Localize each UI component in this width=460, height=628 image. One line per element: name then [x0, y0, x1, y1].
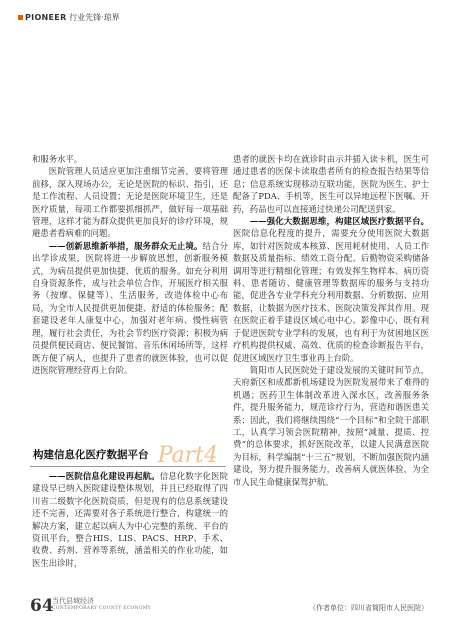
author-affiliation: （作者单位：四川省简阳市人民医院）	[309, 604, 428, 612]
paragraph: 患者的就医卡均在就诊时由示并插入读卡机，医生可通过患者的医保卡读取患者所有的检查报告结果等信息；信息系统实现移动互联功能，医院为医生、护士配备了PDA、手机等，医生可以异地远程下医嘱、开药，药品也可以直接通过快递公司配送到家。	[233, 154, 429, 214]
header-brand: PIONEER	[25, 13, 67, 22]
magazine-title: 当代县域经济	[52, 597, 94, 605]
section-decoration: Part4	[157, 443, 218, 468]
section-title: 构建信息化医疗数据平台	[33, 449, 149, 461]
left-column-lower	[32, 470, 228, 569]
page-header	[18, 12, 120, 23]
magazine-title-en: CONTEMPORARY COUNTY ECONOMY	[52, 606, 151, 611]
subheading: ——医院信息化建设再起航。	[48, 471, 160, 481]
subheading: ——创新思维新举措，服务群众无止境。	[48, 240, 203, 251]
paragraph: 和服务水平。	[32, 154, 83, 164]
paragraph: 结合分出学诊成果，医院将进一步解放思想，创新服务模式，为病员提供更加快捷、优质的服务。如充分利用自身资源条件，成与社会单位合作，开展医疗相关服务（按摩、保健等）、生活服务，改造体检中心布局，为全市人民提供更加便捷、舒适的体检服务；配套建设老年人康复中心，加强对老年病、慢性病管理，履行社会责任，为社会节约医疗资源；积极为病员提供便民商店、便民餐馆、音乐休闲场所等，这样既方便了病人，也提升了患者的就医体验，也可以促进医院管理经营再上台阶。	[32, 240, 229, 375]
header-square-icon	[18, 15, 23, 20]
footer-magazine	[52, 597, 151, 613]
right-column	[233, 153, 429, 488]
paragraph: 信息化数字化医院建设早已纳入医院建设整体规划，并且已经取得了四川省二级数字化医院资质，但是现有的信息系统建设还不完善，还需要对各子系统进行整合，构建统一的解决方案，建立起以病人为中心完整的系统、平台的资讯平台，整合HIS、LIS、PACS、HRP、手术、收费、药剂、营养等系统，涵盖相关的作业功能，如医生出诊时，	[32, 471, 229, 568]
paragraph: 医院管理人员适应更加注重细节完善，要将管理前移，深入现场办公，无论是医院的标识、指引，还是工作流程、人员设置；无论是医院环境卫生，还是医疗质量，每项工作都要抓细抓严，做好每一项基础管理，这样才能为群众提供更加良好的诊疗环境，规避患者看病难的问题。	[32, 166, 228, 239]
header-section: 行业先锋·琼界	[69, 13, 120, 22]
page-number: 64	[30, 596, 54, 616]
subheading: ——强化大数据思维，构建区域医疗数据平台。	[249, 216, 429, 227]
left-column	[32, 153, 228, 376]
section-heading	[30, 443, 230, 468]
section-rule	[30, 466, 226, 467]
paragraph: 简阳市人民医院处于建设发展的关键时间节点，天府新区和成都新机场建设为医院发展带来了难得的机遇；医药卫生体制改革进入深水区，改善服务条件，提升服务能力，规范诊疗行为，营造和谐医患关系；因此，我们将继续围绕“一个目标”和全院干部职工，认真学习领会医院精神，按照“减量、提质、控费”的总体要求，抓好医院改革，以建人民满意医院为目标，科学编制“十三五”规划，不断加强医院内涵建设，努力提升服务能力，改善病人就医体验，为全市人民生命健康保驾护航。	[233, 364, 429, 487]
paragraph: 医院信息化程度的提升，需要充分使用医院大数据库，如针对医院成本核算、医用耗材使用、人员工作数据及质量指标、绩效工资分配、后勤物资采购储备调用等进行精细化管理；有效发挥生物样本、病历资料、患者随访、健康管理等数据库的服务与支持功能，促进各专业学科充分利用数据、分析数据、应用数据，让数据为医疗技术、医院决策发挥其作用。现在医院正着手建设区域心电中心、影像中心，既有利于促进医院专业学科的发展，也有利于为贫困地区医疗机构提供权威、高效、优质的检查诊断报告平台，促进区域医疗卫生事业再上台阶。	[233, 228, 429, 363]
